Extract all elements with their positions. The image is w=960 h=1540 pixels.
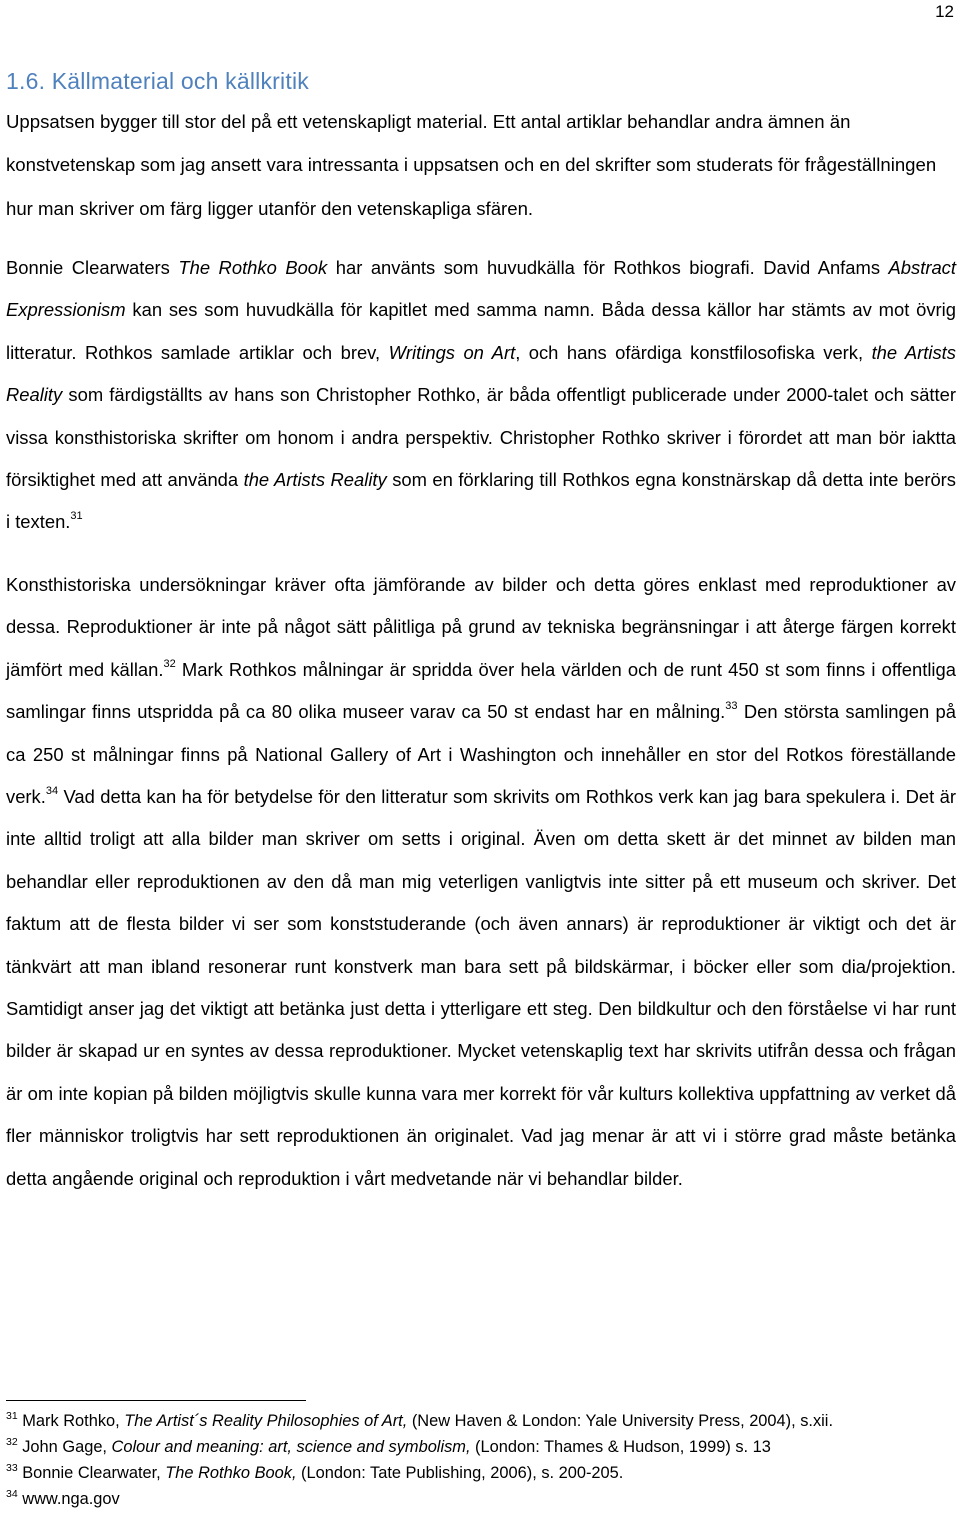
page-number: 12 [935,2,954,21]
text-run: Vad detta kan ha för betydelse för den litteratur som skrivits om Rothkos verk kan jag bara spekulera i. Det är inte alltid troligt att alla bilder man skriver om setts i original. Även om detta skett är det minnet av bilden man behandlar eller reproduktionen av den då man mig veterligen vanligtvis inte sitter på ett museum och skriver. Det faktum att de flesta bilder vi ser som konststuderande (och även annars) är reproduktioner är viktigt och det är tänkvärt att man ibland resonerar runt konstverk man bara sett på bildskärmar, i böcker eller som dia/projektion. Samtidigt anser jag det viktigt att betänka just detta i ytterligare ett steg. Den bildkultur och den förståelse vi har runt bilder är skapad ur en syntes av dessa reproduktioner. Mycket vetenskaplig text har skrivits utifrån dessa och frågan är om inte kopian på bilden möjligtvis skulle kunna vara mer korrekt för vår kulturs kollektiva uppfattning av verket då fler människor troligtvis har sett reproduktionen än originalet. Vad jag menar är att vi i större grad måste betänka detta angående original och reproduktion i vårt medvetande när vi behandlar bilder. [6,786,956,1189]
footnote-31 [6,1408,946,1434]
footnote-text: Bonnie Clearwater, [17,1464,166,1482]
footnote-ref: 31 [70,510,83,523]
text-run: Konsthistoriska undersökningar kräver ofta jämförande av bilder och detta göres enklast med reproduktioner av dessa. Reproduktioner är inte på något sätt pålitliga på grund av tekniska begränsningar i att återge färgen korrekt jämfört med källan. [6,574,956,680]
footnote-32 [6,1434,946,1460]
footnote-text: (London: Thames & Hudson, 1999) s. 13 [470,1438,771,1456]
footnote-link[interactable]: www.nga.gov [17,1490,120,1508]
book-title: Abstract Expressionism [6,257,956,321]
footnote-number: 32 [6,1436,18,1448]
footnote-text: (New Haven & London: Yale University Press, 2004), s.xii. [407,1412,834,1430]
footnote-text: (London: Tate Publishing, 2006), s. 200-205. [296,1464,624,1482]
footnote-number: 34 [6,1488,18,1500]
footnote-divider [6,1400,306,1401]
text-run: Den största samlingen på ca 250 st målningar finns på National Gallery of Art i Washington och innehåller en stor del Rotkos föreställande verk. [6,701,956,808]
footnote-number: 33 [6,1462,18,1474]
section-heading: 1.6. Källmaterial och källkritik [6,68,309,94]
footnote-text: John Gage, [17,1438,112,1456]
footnote-ref: 34 [45,785,59,798]
book-title: Writings on Art [388,341,516,363]
footnote-34 [6,1486,946,1512]
text-run: som en förklaring till Rothkos egna konstnärskap då detta inte berörs i texten. [6,469,956,533]
footnote-number: 31 [6,1410,18,1422]
sources-paragraph [6,247,956,544]
reproductions-paragraph [6,564,956,1200]
text-run: kan ses som huvudkälla för kapitlet med samma namn. Båda dessa källor har stämts av mot övrig litteratur. Rothkos samlade artiklar och brev, [6,299,956,363]
text-run: Mark Rothkos målningar är spridda över hela världen och de runt 450 st som finns i offentliga samlingar finns utspridda på ca 80 olika museer varav ca 50 st endast har en målning. [6,658,956,723]
text-run: har använts som huvudkälla för Rothkos biografi. David Anfams [327,257,889,278]
book-title: the Artists Reality [6,341,956,406]
footnote-33 [6,1460,946,1486]
footnote-title: The Rothko Book, [165,1464,297,1482]
footnote-ref: 33 [725,700,738,713]
book-title: the Artists Reality [243,469,387,491]
book-title: The Rothko Book [178,257,328,278]
footnote-ref: 32 [163,657,176,670]
text-run: som färdigställts av hans son Christopher Rothko, är båda offentligt publicerade under 2000-talet och sätter vissa konsthistoriska skrifter om honom i andra perspektiv. Christopher Rothko skriver i förordet att man bör iaktta försiktighet med att använda [6,384,956,491]
intro-paragraph: Uppsatsen bygger till stor del på ett vetenskapligt material. Ett antal artiklar behandlar andra ämnen än konstvetenskap som jag ansett vara intressanta i uppsatsen och en del skrifter som studerats för frågeställningen hur man skriver om färg ligger utanför den vetenskapliga sfären. [6,111,937,219]
text-run: , och hans ofärdiga konstfilosofiska verk, [515,341,872,363]
text-run: Bonnie Clearwaters [6,257,179,278]
footnotes [6,1408,946,1512]
footnote-title: Colour and meaning: art, science and symbolism, [111,1438,471,1456]
footnote-title: The Artist´s Reality Philosophies of Art, [124,1412,408,1430]
footnote-text: Mark Rothko, [17,1412,125,1430]
